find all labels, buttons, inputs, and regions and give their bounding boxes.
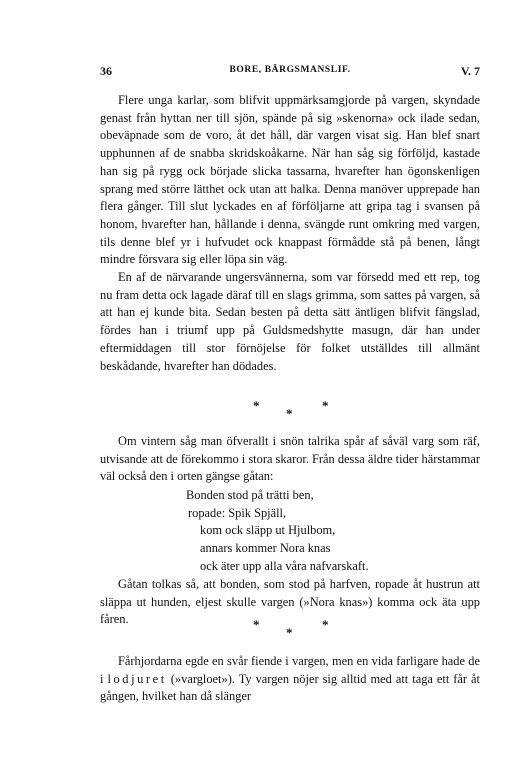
verse-line: ock äter upp alla våra nafvarskaft. [200,558,369,573]
body-text-bottom [100,653,480,706]
page-header [100,64,480,80]
verse-line: ropade: Spik Spjäll, [188,505,287,520]
separator-star: * [253,617,260,632]
page-number: 36 [100,64,112,78]
paragraph-wolf-chase: Flere unga karlar, som blifvit uppmärksamgjorde på vargen, skyndade genast från hyttan ner till sjön, spände på sig »skenorna» ock ilade sedan, obeväpnade som de voro, åt det håll, där vargen visat sig. Han blef snart upphunnen af de snabba skridskoåkarne. När han såg sig förföljd, kastade han sig på rygg ock började slicka tassarna, hvarefter han ögonskenligen sprang med större lätthet ock utan att halka. Denna manöver upprepade han flera gånger. Till slut lyckades en af förföljarne att gripa tag i svansen på honom, hvarefter han, hållande i denna, svängde runt omkring med vargen, tils denne blef yr i hufvudet ock knappast förmådde stå på benen, långt mindre försvara sig eller löpa sin väg. [100,93,480,267]
verse-line: kom ock släpp ut Hjulbom, [200,523,336,538]
separator-star: * [286,406,293,421]
paragraph-text: (»vargloet»). Ty vargen nöjer sig alltid med att taga ett får åt gången, hvilket han då slänger [100,671,480,704]
verse-line: Bonden stod på trätti ben, [186,488,314,502]
section-separator [0,617,520,647]
separator-star: * [322,617,329,632]
section-marker: V. 7 [460,64,480,78]
separator-star: * [322,398,329,413]
riddle-verse [186,487,369,576]
paragraph-tracks: Om vintern såg man öfverallt i snön talrika spår af såväl varg som räf, utvisande att de förekommo i stora skaror. Från dessa äldre tider härstammar väl också den i orten gängse gåtan: [100,434,480,484]
verse-line: annars kommer Nora knas [200,541,331,556]
body-text-top [100,92,480,375]
paragraph-text: Fårhjordarna egde en svår fiende i vargen, men en vida farligare hade de i [100,654,480,686]
running-title: BORE, BÄRGSMANSLIF. [229,65,351,75]
separator-star: * [253,398,260,413]
emphasized-word: lodjuret [107,671,167,686]
paragraph-sheep-predators [100,653,480,706]
separator-star: * [286,625,293,640]
paragraph-riddle-meaning: Gåtan tolkas så, att bonden, som stod på harfven, ropade åt hustrun att släppa ut hunden, eljest skulle vargen (»Nora knas») komma ock äta upp fåren. [100,577,480,627]
body-text-middle [100,433,480,486]
section-separator [0,398,520,428]
paragraph-wolf-captured: En af de närvarande ungersvännerna, som var försedd med ett rep, tog nu fram detta ock lagade däraf till en slags grimma, som sattes på vargen, så att han ej kunde bita. Sedan besten på detta sätt äntligen blifvit fängslad, fördes han i triumf upp på Guldsmedshytte masugn, där han under eftermiddagen till stor förnöjelse för folket utställdes till allmänt beskådande, hvarefter han dödades. [100,270,480,373]
